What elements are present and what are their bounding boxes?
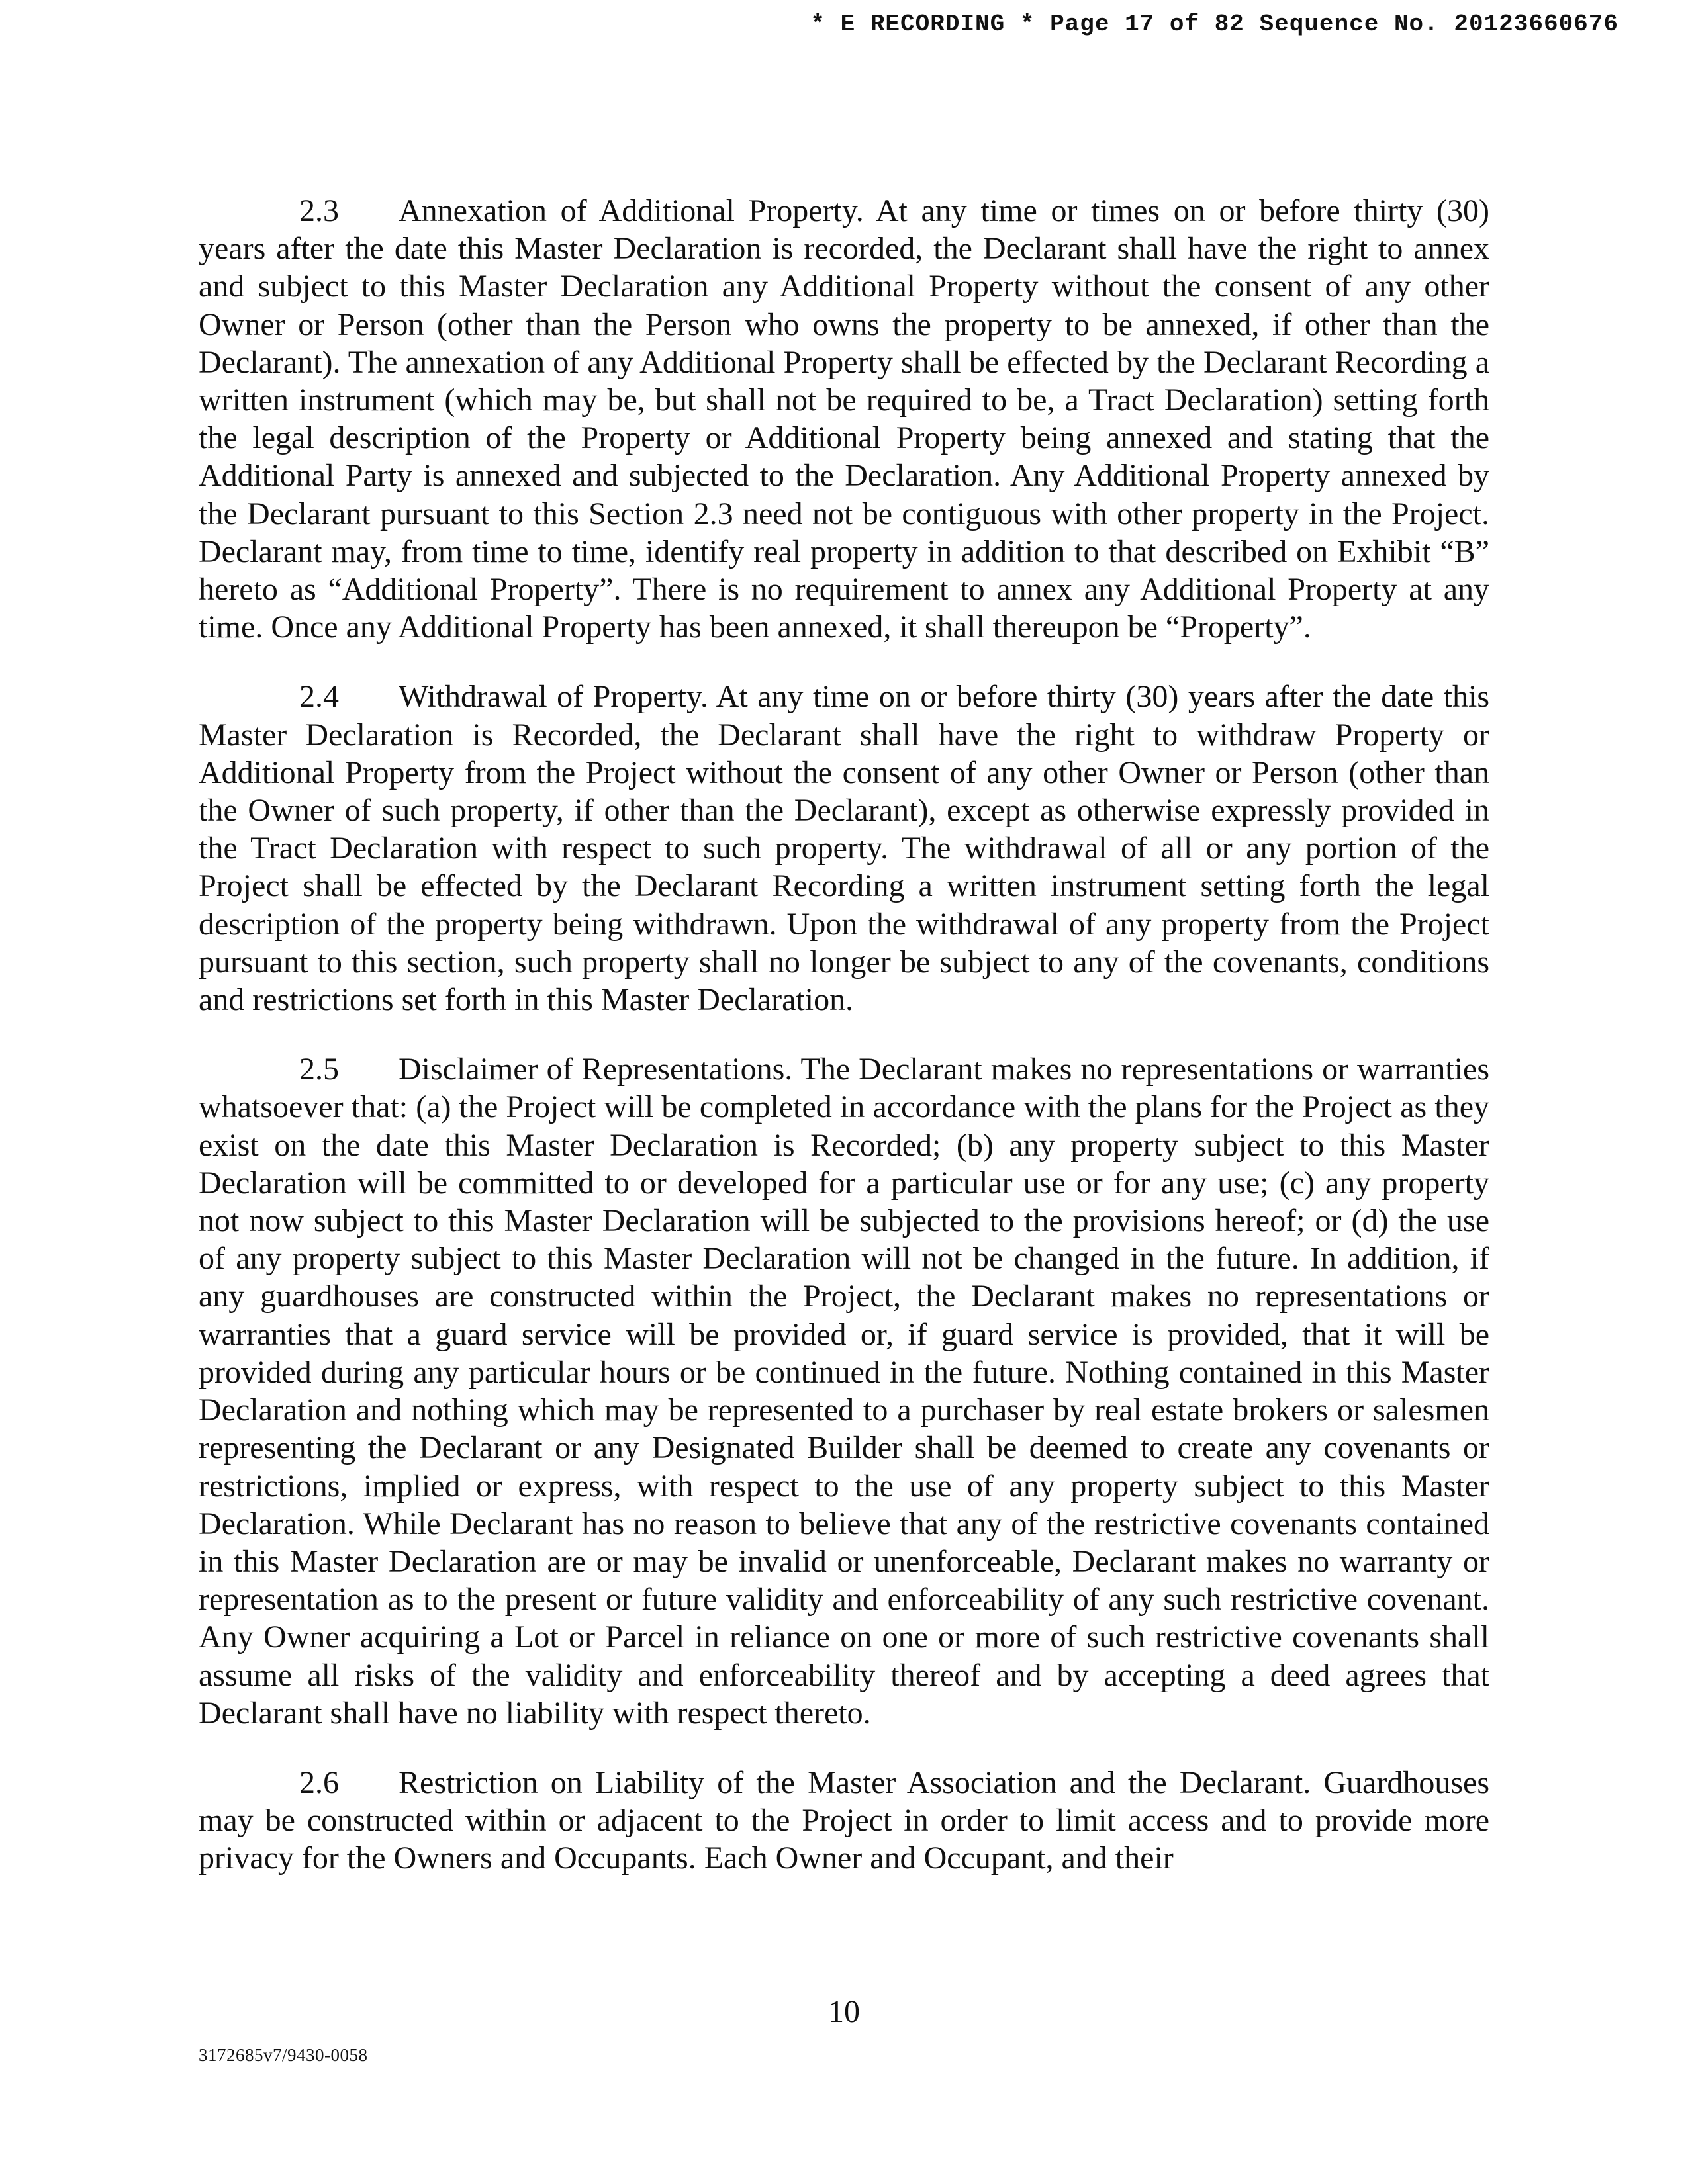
section-number: 2.3 (299, 193, 339, 228)
section-number: 2.4 (299, 679, 339, 715)
document-id: 3172685v7/9430-0058 (199, 2045, 368, 2065)
section-2-4 (199, 678, 1489, 1019)
section-2-6 (199, 1764, 1489, 1878)
section-2-5 (199, 1050, 1489, 1732)
recording-header: * E RECORDING * Page 17 of 82 Sequence No. 20123660676 (810, 11, 1618, 38)
section-number: 2.6 (299, 1764, 339, 1800)
page-number: 10 (828, 1994, 860, 2029)
section-2-3 (199, 192, 1489, 646)
section-text: Withdrawal of Property. At any time on or before thirty (30) years after the date this Master Declaration is Recorded, the Declarant shall have the right to withdraw Property or Additional Property from the Project without the consent of any other Owner or Person (other than the Owner of such property, if other than the Declarant), except as otherwise expressly provided in the Tract Declaration with respect to such property. The withdrawal of all or any portion of the Project shall be effected by the Declarant Recording a written instrument setting forth the legal description of the property being withdrawn. Upon the withdrawal of any property from the Project pursuant to this section, such property shall no longer be subject to any of the covenants, conditions and restrictions set forth in this Master Declaration. (199, 679, 1489, 1018)
document-body (199, 192, 1489, 1909)
section-text: Restriction on Liability of the Master Association and the Declarant. Guardhouses may be constructed within or adjacent to the Project in order to limit access and to provide more privacy for the Owners and Occupants. Each Owner and Occupant, and their (199, 1764, 1489, 1876)
section-text: Annexation of Additional Property. At any time or times on or before thirty (30) years after the date this Master Declaration is recorded, the Declarant shall have the right to annex and subject to this Master Declaration any Additional Property without the consent of any other Owner or Person (other than the Person who owns the property to be annexed, if other than the Declarant). The annexation of any Additional Property shall be effected by the Declarant Recording a written instrument (which may be, but shall not be required to be, a Tract Declaration) setting forth the legal description of the Property or Additional Property being annexed and stating that the Additional Party is annexed and subjected to the Declaration. Any Additional Property annexed by the Declarant pursuant to this Section 2.3 need not be contiguous with other property in the Project. Declarant may, from time to time, identify real property in addition to that described on Exhibit “B” hereto as “Additional Property”. There is no requirement to annex any Additional Property at any time. Once any Additional Property has been annexed, it shall thereupon be “Property”. (199, 193, 1489, 645)
section-number: 2.5 (299, 1052, 339, 1087)
section-text: Disclaimer of Representations. The Declarant makes no representations or warranties whatsoever that: (a) the Project will be completed in accordance with the plans for the Project as they exist on the date this Master Declaration is Recorded; (b) any property subject to this Master Declaration will be committed to or developed for a particular use or for any use; (c) any property not now subject to this Master Declaration will be subjected to the provisions hereof; or (d) the use of any property subject to this Master Declaration will not be changed in the future. In addition, if any guardhouses are constructed within the Project, the Declarant makes no representations or warranties that a guard service will be provided or, if guard service is provided, that it will be provided during any particular hours or be continued in the future. Nothing contained in this Master Declaration and nothing which may be represented to a purchaser by real estate brokers or salesmen representing the Declarant or any Designated Builder shall be deemed to create any covenants or restrictions, implied or express, with respect to the use of any property subject to this Master Declaration. While Declarant has no reason to believe that any of the restrictive covenants contained in this Master Declaration are or may be invalid or unenforceable, Declarant makes no warranty or representation as to the present or future validity and enforceability of any such restrictive covenant. Any Owner acquiring a Lot or Parcel in reliance on one or more of such restrictive covenants shall assume all risks of the validity and enforceability thereof and by accepting a deed agrees that Declarant shall have no liability with respect thereto. (199, 1052, 1489, 1731)
